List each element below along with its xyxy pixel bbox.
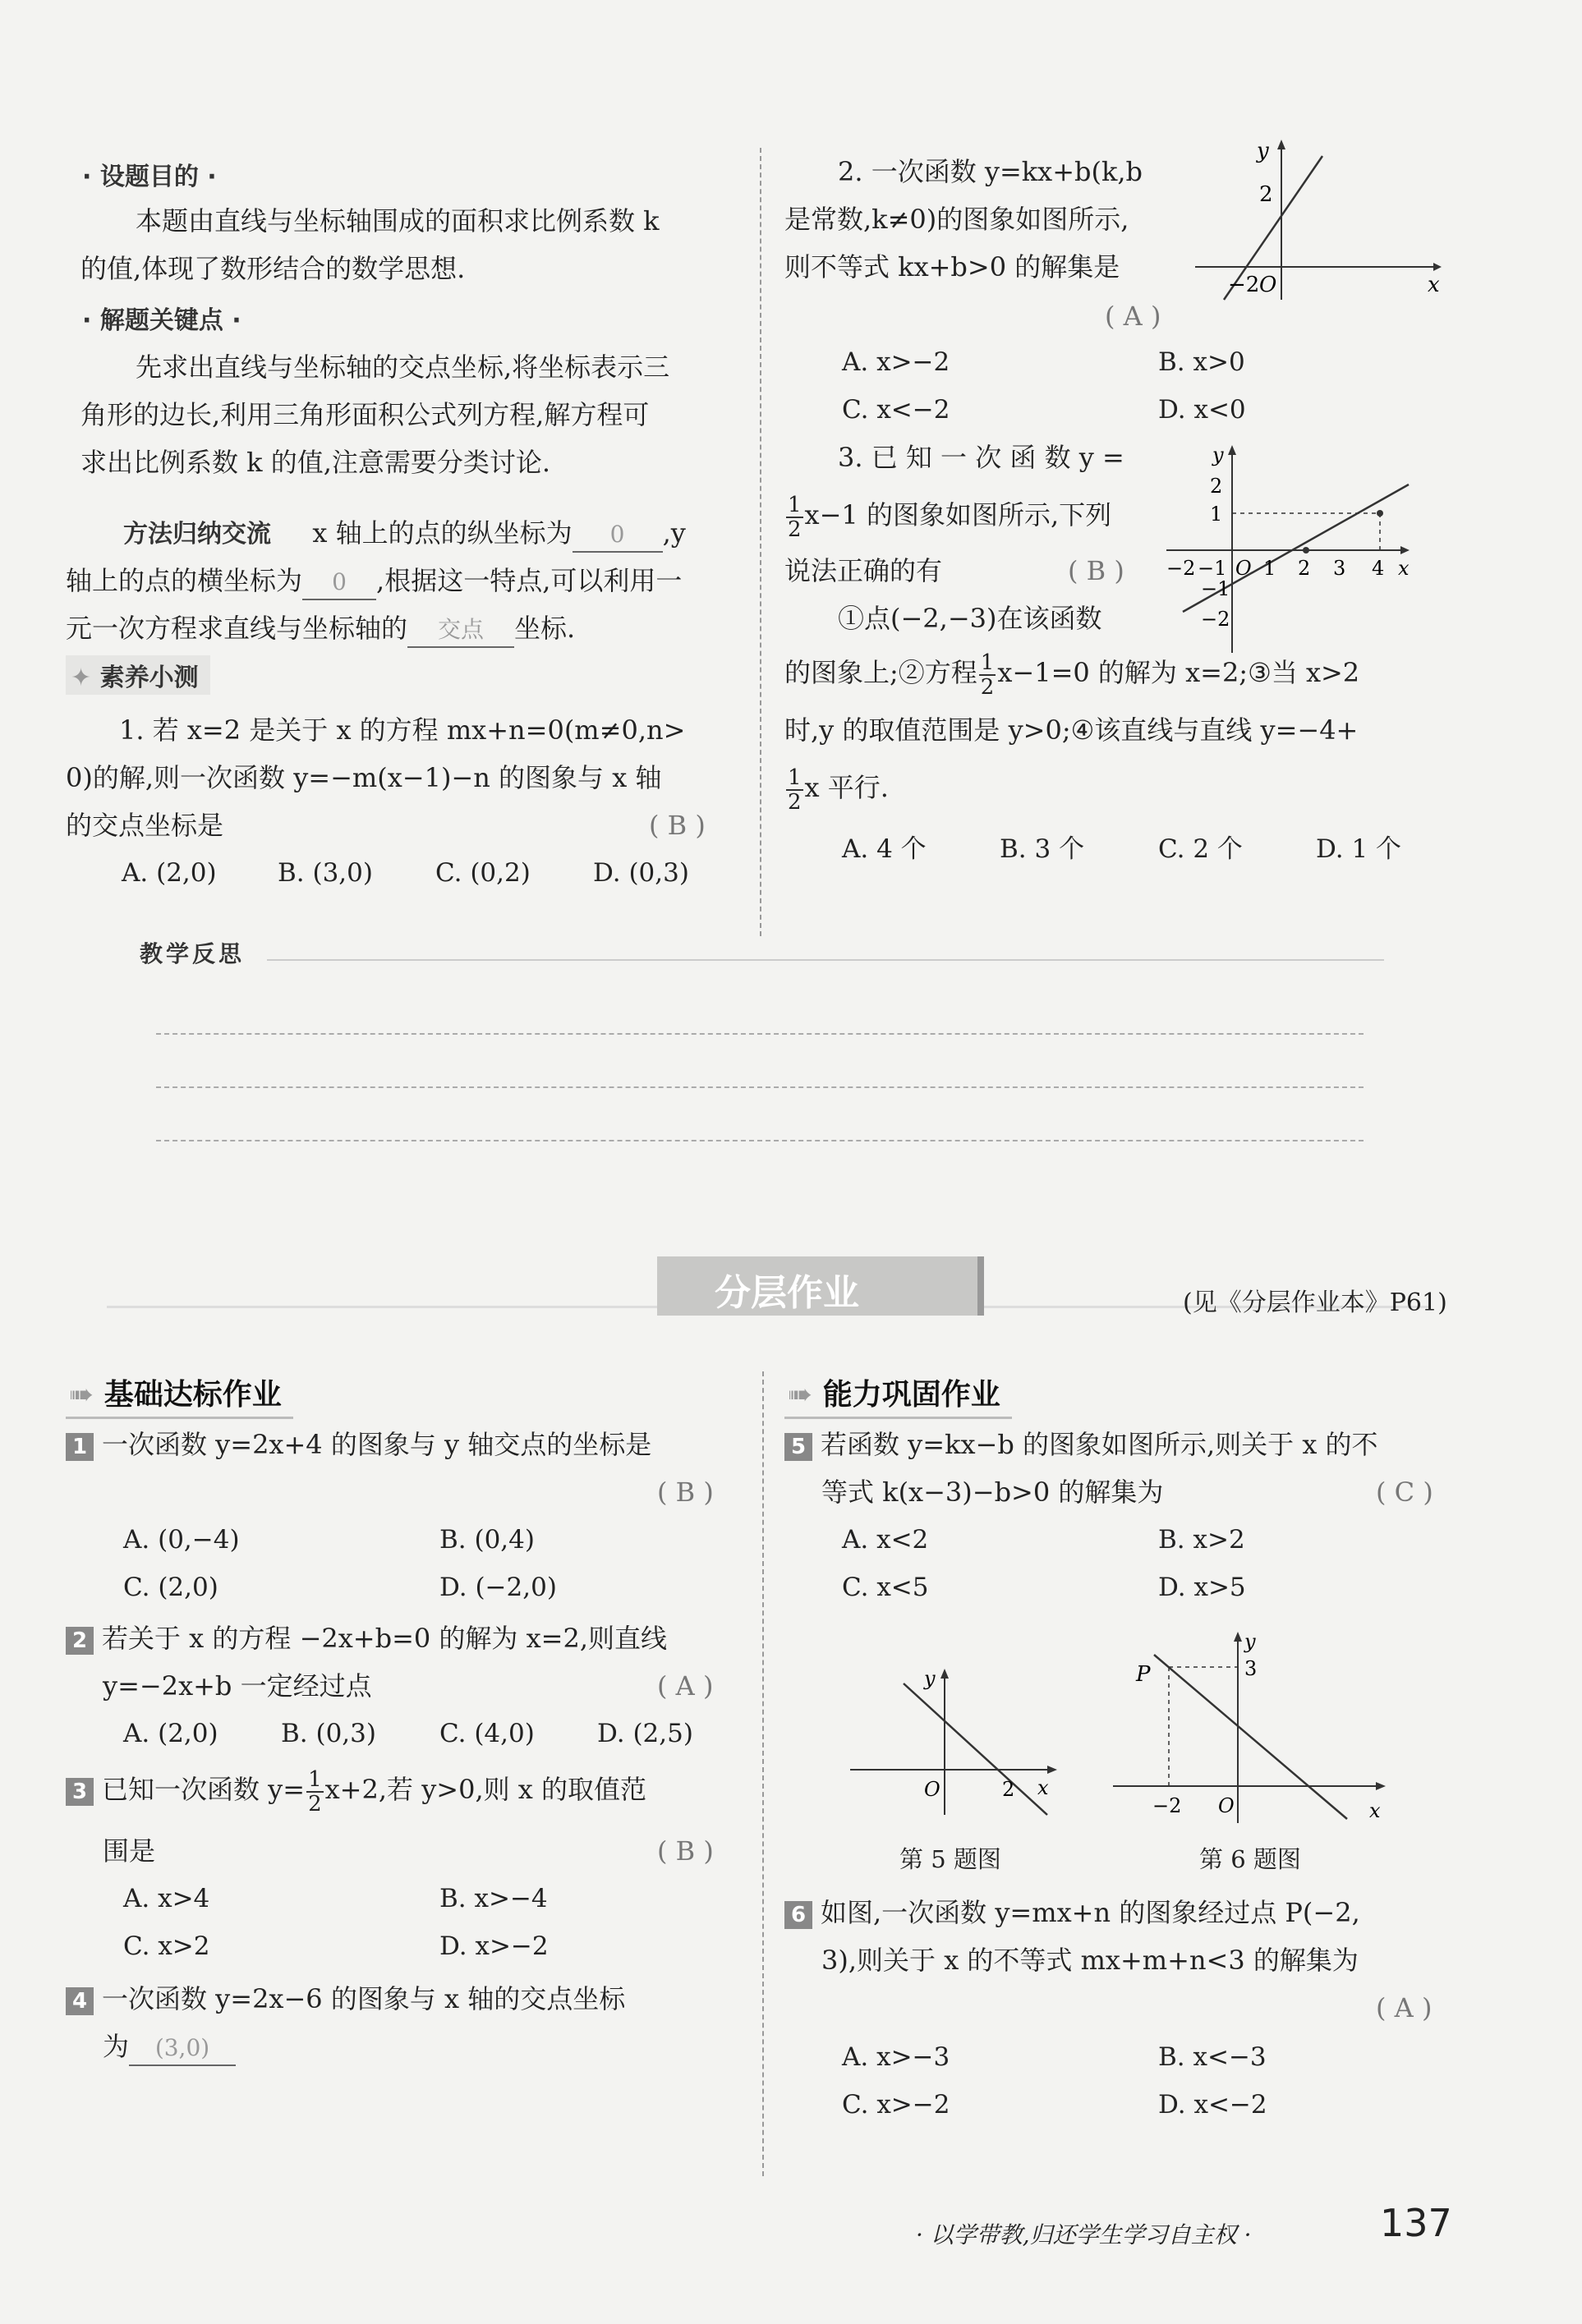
ability-q6-option-b: B. x<−3 — [1158, 2042, 1267, 2072]
blank-2: 0 — [302, 566, 376, 600]
q3-line-4: ①点(−2,−3)在该函数 — [838, 603, 1102, 634]
q3-option-b: B. 3 个 — [1000, 834, 1085, 864]
q3-fraction-2: $\frac{1}{2}$ — [980, 650, 995, 700]
q3-line-2: $\frac{1}{2}$ x−1 的图象如图所示,下列 — [788, 492, 1112, 542]
purpose-line-1: 本题由直线与坐标轴围成的面积求比例系数 k — [136, 205, 660, 237]
q3-y-tick-2: 2 — [1210, 475, 1223, 498]
blank-1: 0 — [573, 518, 663, 553]
q3-line-7: $\frac{1}{2}$ x 平行. — [788, 765, 889, 815]
figure-6-caption: 第 6 题图 — [1199, 1845, 1301, 1873]
basic-q3-number: 3 — [66, 1778, 94, 1806]
fig6-origin: O — [1218, 1794, 1235, 1817]
method-line-1: 方法归纳交流 x 轴上的点的纵坐标为 0 ,y — [123, 509, 686, 558]
q3-y-arrow — [1228, 445, 1236, 455]
basic-q2-line-1: 2 若关于 x 的方程 −2x+b=0 的解为 x=2,则直线 — [66, 1614, 667, 1662]
ability-q6-option-c: C. x>−2 — [842, 2090, 950, 2120]
quiz-q1-option-b: B. (3,0) — [278, 858, 373, 888]
ability-q6-number: 6 — [784, 1901, 812, 1929]
ability-q5-line-2: 等式 k(x−3)−b>0 的解集为 — [821, 1477, 1164, 1508]
q3-y-label: y — [1212, 443, 1224, 466]
q3-point-x — [1303, 547, 1309, 553]
q3-origin: O — [1235, 557, 1252, 580]
quiz-q1-line-2: 0)的解,则一次函数 y=−m(x−1)−n 的图象与 x 轴 — [66, 762, 662, 793]
quiz-q1-line-3: 的交点坐标是 — [66, 810, 224, 841]
q3-y-tick-neg1: −1 — [1201, 577, 1230, 600]
q2-option-d: D. x<0 — [1158, 395, 1246, 425]
fig5-x-arrow — [1047, 1766, 1057, 1774]
quiz-title: ✦ 素养小测 — [66, 655, 210, 695]
diamond-icon: ✦ — [71, 664, 92, 692]
basic-title: ➠ 基础达标作业 — [66, 1371, 293, 1419]
ability-q5-line-1: 5 若函数 y=kx−b 的图象如图所示,则关于 x 的不 — [784, 1421, 1378, 1468]
q2-x-arrow — [1433, 263, 1442, 271]
ability-q5-answer: ( C ) — [1376, 1477, 1433, 1508]
ability-title: ➠ 能力巩固作业 — [784, 1371, 1012, 1419]
q3-line-3: 说法正确的有 — [784, 555, 943, 586]
basic-q2-option-c: C. (4,0) — [439, 1719, 535, 1748]
basic-q4-number: 4 — [66, 1987, 94, 2015]
basic-q2-option-d: D. (2,5) — [597, 1719, 693, 1748]
q3-option-d: D. 1 个 — [1316, 834, 1402, 864]
basic-q1-number: 1 — [66, 1433, 94, 1461]
footer-motto: · 以学带教,归还学生学习自主权 · — [916, 2221, 1252, 2248]
ability-q5-option-c: C. x<5 — [842, 1573, 929, 1602]
tag-key-point: · 解题关键点 · — [82, 306, 241, 335]
q2-x-tick: −2 — [1228, 273, 1260, 297]
ability-q5-number: 5 — [784, 1433, 812, 1461]
fig6-y-tick: 3 — [1244, 1657, 1258, 1680]
q3-x-tick-1: 1 — [1263, 557, 1276, 580]
q2-answer: ( A ) — [1105, 301, 1161, 332]
q2-y-tick: 2 — [1259, 182, 1273, 207]
q3-x-tick-neg2: −2 — [1166, 557, 1196, 580]
q3-answer: ( B ) — [1068, 555, 1124, 586]
purpose-line-2: 的值,体现了数形结合的数学思想. — [80, 253, 466, 284]
ability-q6-line-2: 3),则关于 x 的不等式 mx+m+n<3 的解集为 — [821, 1945, 1359, 1976]
fig5-x-label: x — [1037, 1776, 1049, 1799]
basic-q4-line-1: 4 一次函数 y=2x−6 的图象与 x 轴的交点坐标 — [66, 1975, 625, 2023]
q3-x-tick-3: 3 — [1333, 557, 1346, 580]
fig6-x-arrow — [1376, 1782, 1386, 1790]
q3-fraction: $\frac{1}{2}$ — [788, 492, 802, 542]
figure-6 — [1113, 1630, 1392, 1835]
basic-q2-option-b: B. (0,3) — [281, 1719, 376, 1748]
basic-q3-option-a: A. x>4 — [123, 1884, 210, 1913]
fig5-origin: O — [924, 1778, 940, 1801]
q2-y-arrow — [1277, 140, 1285, 149]
ability-q6-option-a: A. x>−3 — [842, 2042, 950, 2072]
basic-q2-option-a: A. (2,0) — [123, 1719, 218, 1748]
q3-option-a: A. 4 个 — [842, 834, 927, 864]
basic-q4-blank: (3,0) — [129, 2032, 236, 2066]
ability-q6-line-1: 6 如图,一次函数 y=mx+n 的图象经过点 P(−2, — [784, 1889, 1360, 1936]
basic-q3-line-1: 3 已知一次函数 y= $\frac{1}{2}$ x+2,若 y>0,则 x 的取值范 — [66, 1766, 646, 1816]
fig6-y-label: y — [1244, 1630, 1256, 1653]
q3-fraction-3: $\frac{1}{2}$ — [788, 765, 802, 815]
fig6-y-arrow — [1234, 1632, 1242, 1642]
basic-q1-answer: ( B ) — [657, 1477, 714, 1508]
q2-line-1: 2. 一次函数 y=kx+b(k,b — [838, 156, 1143, 187]
q3-line-5: 的图象上;②方程 $\frac{1}{2}$ x−1=0 的解为 x=2;③当 x>2 — [784, 650, 1360, 700]
basic-q2-answer: ( A ) — [657, 1670, 714, 1702]
q2-y-label: y — [1257, 140, 1269, 163]
reflection-title: 教学反思 — [140, 940, 246, 967]
basic-q3-answer: ( B ) — [657, 1835, 714, 1867]
q2-line-2: 是常数,k≠0)的图象如图所示, — [784, 204, 1129, 235]
quiz-q1-answer: ( B ) — [649, 810, 706, 841]
q2-graph — [1195, 140, 1442, 304]
q3-x-tick-neg1: −1 — [1198, 557, 1227, 580]
basic-q3-fraction: $\frac{1}{2}$ — [308, 1766, 322, 1816]
q3-x-tick-4: 4 — [1372, 557, 1385, 580]
basic-q2-line-2: y=−2x+b 一定经过点 — [103, 1670, 372, 1702]
method-line-2: 轴上的点的横坐标为 0 ,根据这一特点,可以利用一 — [66, 557, 682, 604]
fig6-x-tick: −2 — [1152, 1794, 1182, 1817]
q3-y-tick-neg2: −2 — [1201, 608, 1230, 631]
basic-q4-line-2: 为 (3,0) — [103, 2023, 236, 2070]
q2-x-label: x — [1428, 273, 1440, 297]
q3-line-6: 时,y 的取值范围是 y>0;④该直线与直线 y=−4+ — [784, 714, 1359, 746]
key-line-1: 先求出直线与坐标轴的交点坐标,将坐标表示三 — [136, 351, 670, 383]
q3-x-label: x — [1398, 557, 1410, 580]
reflection-line-2 — [156, 1086, 1364, 1088]
basic-q2-number: 2 — [66, 1627, 94, 1655]
tag-design-purpose: · 设题目的 · — [82, 163, 217, 191]
fig5-y-label: y — [924, 1667, 936, 1690]
layered-homework-banner — [657, 1256, 984, 1316]
q2-option-c: C. x<−2 — [842, 395, 950, 425]
basic-q1-option-d: D. (−2,0) — [439, 1573, 557, 1602]
q2-line-3: 则不等式 kx+b>0 的解集是 — [784, 251, 1120, 282]
basic-q3-option-d: D. x>−2 — [439, 1931, 549, 1961]
arrow-icon: ➠ — [69, 1378, 94, 1412]
arrow-icon: ➠ — [788, 1378, 813, 1412]
q2-option-a: A. x>−2 — [842, 347, 950, 377]
quiz-q1-line-1: 1. 若 x=2 是关于 x 的方程 mx+n=0(m≠0,n> — [119, 714, 686, 746]
blank-3: 交点 — [407, 613, 514, 648]
basic-q1-line-1: 1 一次函数 y=2x+4 的图象与 y 轴交点的坐标是 — [66, 1421, 651, 1468]
q2-origin: O — [1259, 273, 1277, 297]
reflection-line-3 — [156, 1140, 1364, 1141]
method-line-3: 元一次方程求直线与坐标轴的 交点 坐标. — [66, 604, 575, 652]
q3-line-1: 3. 已 知 一 次 函 数 y = — [838, 442, 1124, 473]
reflection-top-rule — [267, 959, 1384, 961]
figure-5-caption: 第 5 题图 — [899, 1845, 1001, 1873]
column-divider-top — [760, 148, 761, 936]
q3-x-tick-2: 2 — [1298, 557, 1311, 580]
basic-q1-option-b: B. (0,4) — [439, 1525, 535, 1555]
reflection-box — [127, 936, 1392, 1174]
column-divider-bottom — [762, 1371, 764, 2176]
key-line-2: 角形的边长,利用三角形面积公式列方程,解方程可 — [80, 399, 650, 430]
quiz-q1-option-a: A. (2,0) — [122, 858, 217, 888]
q3-x-arrow — [1400, 546, 1410, 554]
quiz-q1-option-d: D. (0,3) — [593, 858, 689, 888]
q3-point — [1377, 510, 1383, 517]
ability-q5-option-d: D. x>5 — [1158, 1573, 1246, 1602]
q3-option-c: C. 2 个 — [1158, 834, 1243, 864]
basic-q3-option-c: C. x>2 — [123, 1931, 210, 1961]
reflection-line-1 — [156, 1033, 1364, 1035]
basic-q1-option-a: A. (0,−4) — [123, 1525, 240, 1555]
basic-q3-option-b: B. x>−4 — [439, 1884, 548, 1913]
fig6-point-label: P — [1136, 1662, 1151, 1687]
basic-q1-option-c: C. (2,0) — [123, 1573, 218, 1602]
method-title: 方法归纳交流 — [123, 520, 271, 549]
fig6-x-label: x — [1369, 1799, 1381, 1822]
key-line-3: 求出比例系数 k 的值,注意需要分类讨论. — [80, 447, 551, 478]
ability-q5-option-b: B. x>2 — [1158, 1525, 1245, 1555]
basic-q3-line-2: 围是 — [103, 1835, 156, 1867]
ability-q5-option-a: A. x<2 — [842, 1525, 929, 1555]
figure-5 — [850, 1667, 1064, 1831]
q3-graph — [1166, 443, 1413, 657]
fig5-y-arrow — [940, 1669, 949, 1679]
fig5-tick: 2 — [1002, 1778, 1015, 1801]
q3-y-tick-1: 1 — [1210, 503, 1223, 526]
banner-reference: (见《分层作业本》P61) — [1183, 1288, 1447, 1317]
banner-title: 分层作业 — [715, 1272, 859, 1314]
quiz-q1-option-c: C. (0,2) — [435, 858, 531, 888]
page-number: 137 — [1380, 2201, 1452, 2245]
ability-q6-answer: ( A ) — [1376, 1992, 1433, 2023]
ability-q6-option-d: D. x<−2 — [1158, 2090, 1267, 2120]
q2-option-b: B. x>0 — [1158, 347, 1245, 377]
